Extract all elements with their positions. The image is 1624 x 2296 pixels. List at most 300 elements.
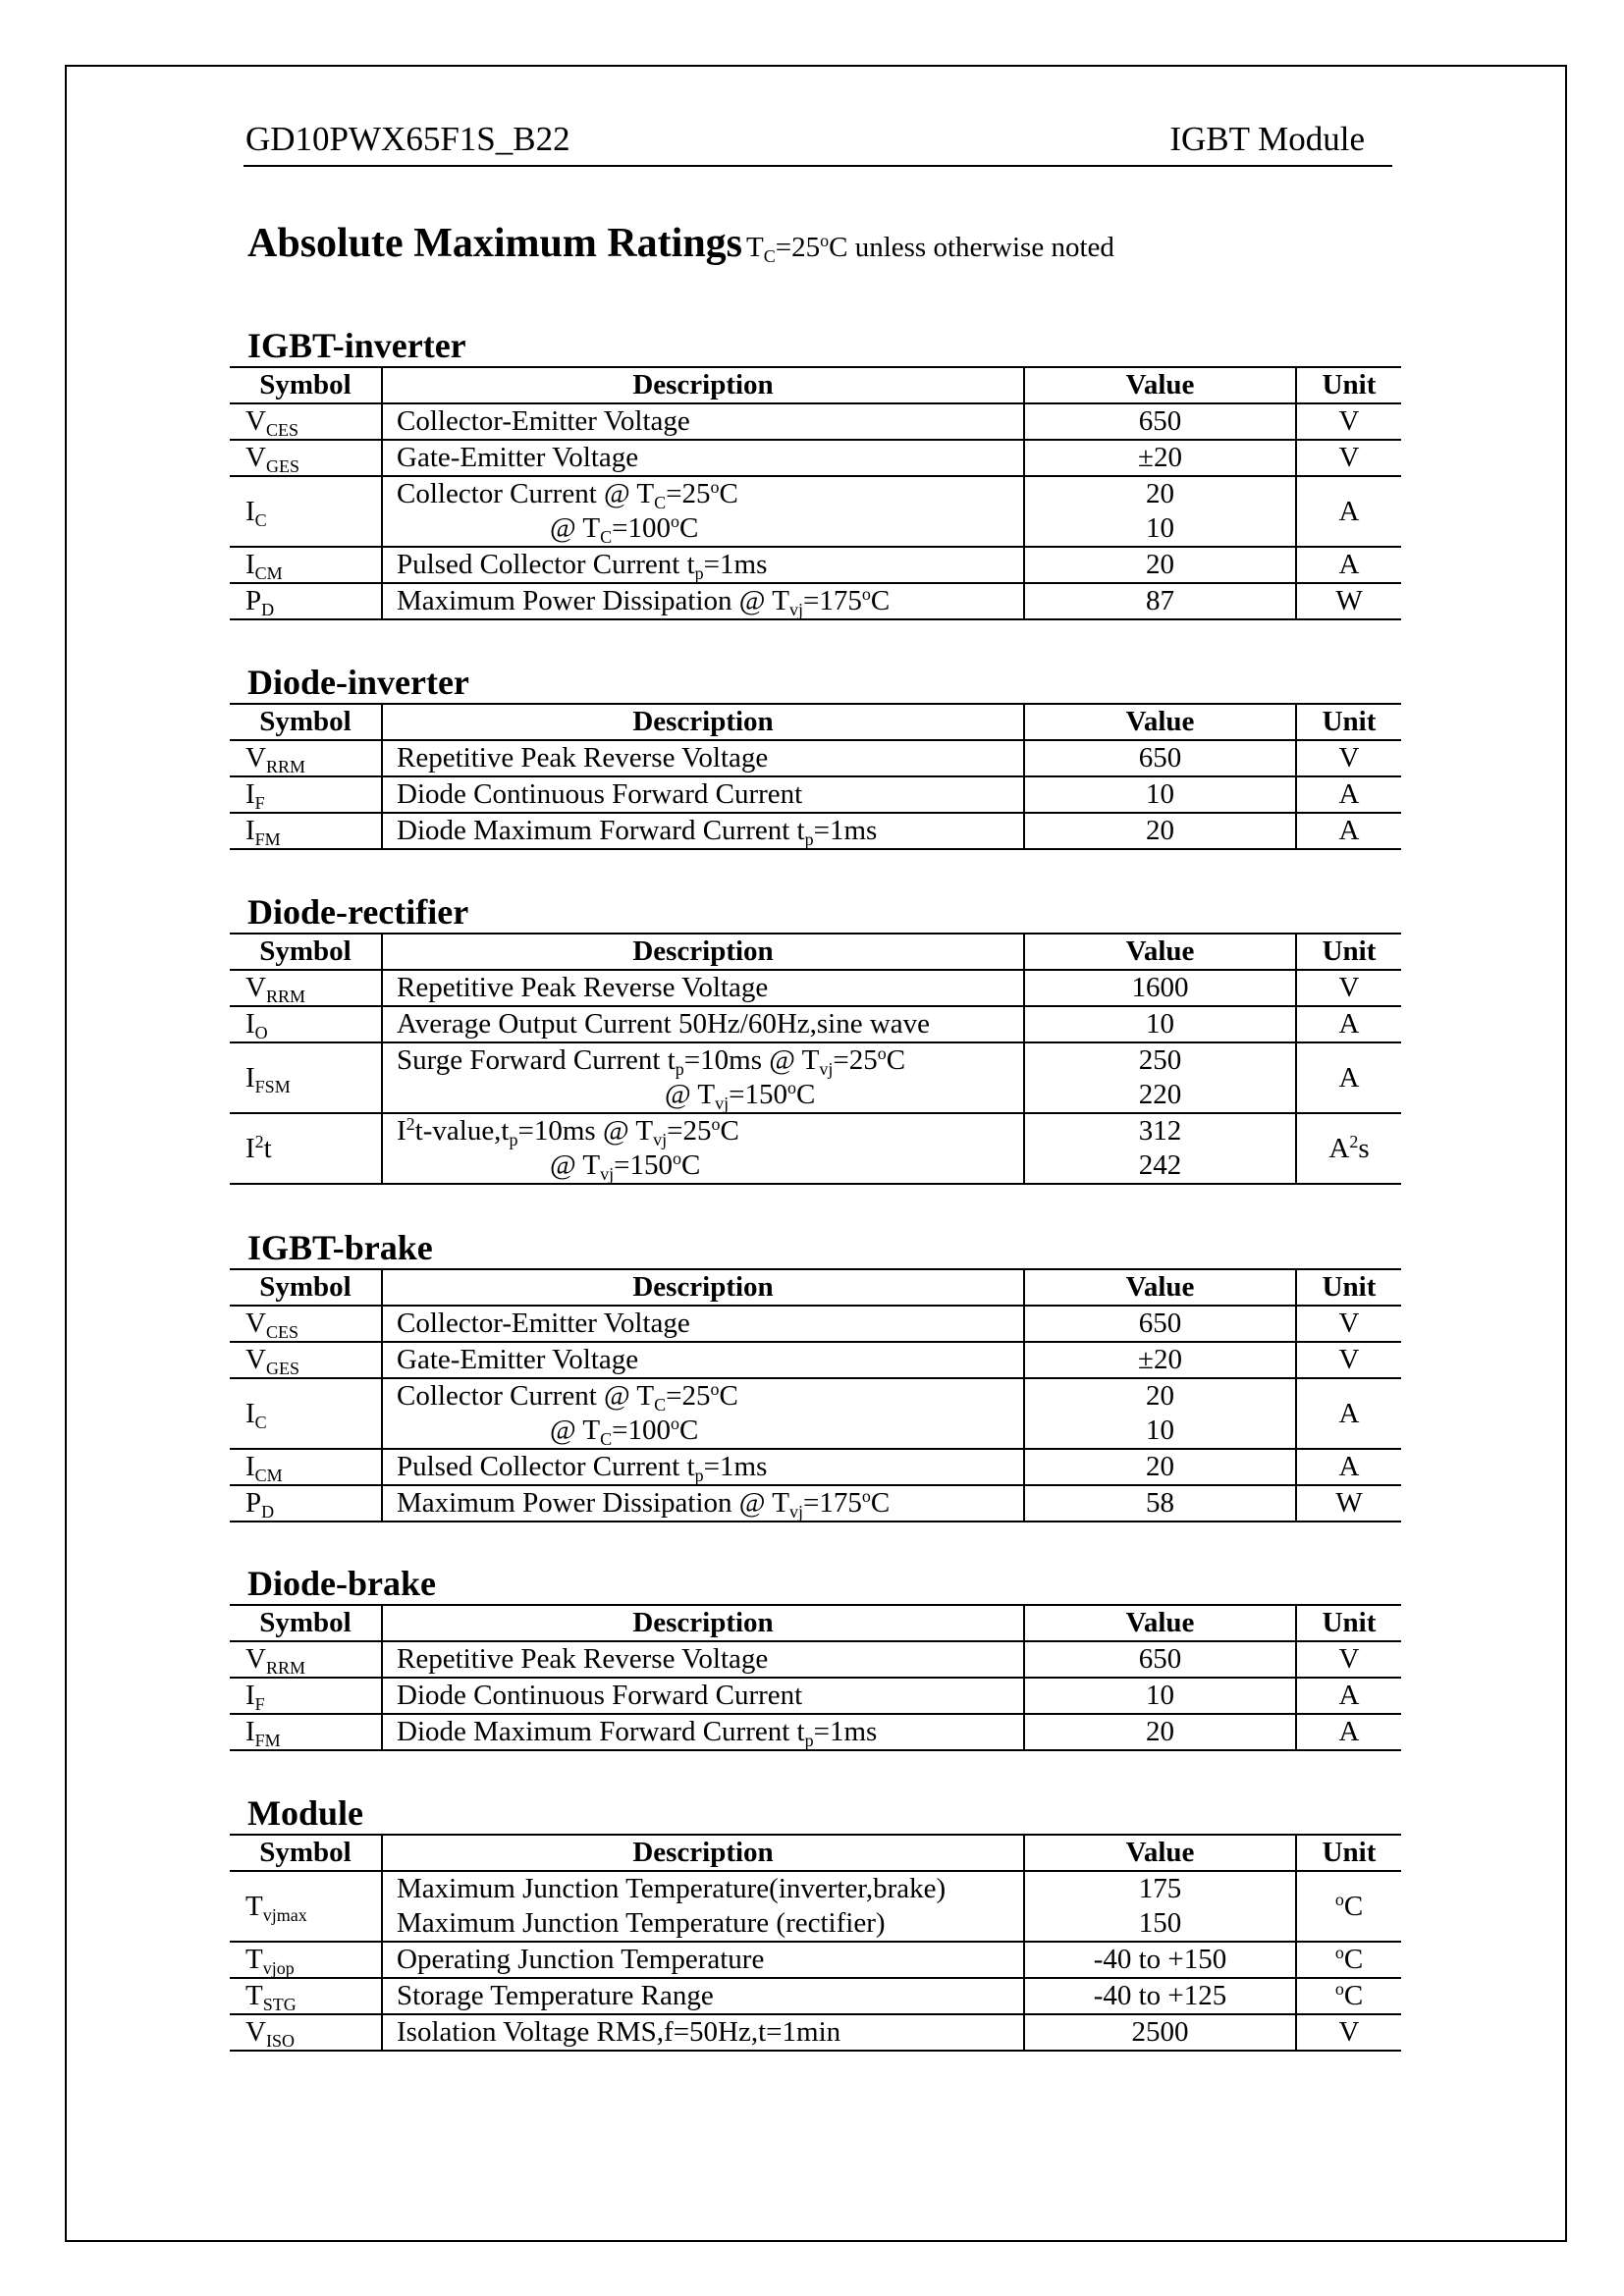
table-row: [230, 1342, 1401, 1378]
description-part: Collector Current @ T: [397, 478, 655, 509]
table-row: [230, 740, 1401, 776]
description-header: Description: [382, 934, 1024, 970]
table-row: [230, 583, 1401, 619]
description-part: C: [870, 585, 891, 616]
description-cell: [382, 2014, 1024, 2051]
page-title: [247, 216, 1114, 280]
unit-part: A: [1338, 495, 1360, 527]
table-row: [230, 476, 1401, 547]
description-cell: [382, 583, 1024, 619]
ratings-table: [230, 1604, 1401, 1751]
unit-part: A: [1338, 1716, 1360, 1747]
symbol-part: CM: [254, 563, 283, 583]
value-cell: [1024, 1978, 1296, 2014]
table-row: [230, 1042, 1401, 1113]
unit-cell: [1296, 1978, 1401, 2014]
description-part: C: [654, 493, 667, 512]
unit-part: V: [1338, 442, 1360, 473]
symbol-header: Symbol: [259, 706, 352, 737]
unit-part: A: [1338, 1451, 1360, 1482]
unit-part: V: [1338, 742, 1360, 774]
description-part: p: [694, 1466, 704, 1485]
value-line: 58: [1146, 1487, 1174, 1519]
unit-cell: [1296, 1678, 1401, 1714]
description-part: p: [804, 829, 814, 849]
table-row: [230, 813, 1401, 849]
description-part: Diode Maximum Forward Current t: [397, 1716, 805, 1747]
table-row: [230, 1714, 1401, 1750]
value-cell: [1024, 1342, 1296, 1378]
table-row: [230, 547, 1401, 583]
unit-cell: [1296, 1113, 1401, 1184]
description-part: vj: [788, 1502, 803, 1522]
description-part: Diode Maximum Forward Current t: [397, 815, 805, 846]
symbol-part: D: [261, 600, 275, 619]
unit-cell: [1296, 776, 1401, 813]
unit-cell: [1296, 1342, 1401, 1378]
description-part: =25: [667, 1115, 712, 1147]
description-cell: [382, 1006, 1024, 1042]
description-cell: [382, 970, 1024, 1006]
unit-part: V: [1338, 1643, 1360, 1675]
value-cell: [1024, 440, 1296, 476]
value-line: -40 to +125: [1093, 1980, 1227, 2011]
symbol-part: vjop: [262, 1958, 295, 1978]
description-part: 2: [406, 1114, 415, 1134]
value-cell: [1024, 547, 1296, 583]
description-header: Description: [382, 367, 1024, 403]
description-part: o: [877, 1043, 887, 1063]
description-cell: [382, 1306, 1024, 1342]
unit-cell: [1296, 2014, 1401, 2051]
description-part: Pulsed Collector Current t: [397, 549, 695, 580]
description-part: Repetitive Peak Reverse Voltage: [397, 1643, 769, 1675]
value-line: 20: [1146, 478, 1174, 509]
description-line: [397, 1872, 1023, 1906]
unit-header: Unit: [1296, 1605, 1401, 1641]
description-cell: [382, 547, 1024, 583]
description-part: C: [679, 512, 699, 544]
description-cell: [382, 740, 1024, 776]
description-line: [397, 511, 1023, 546]
description-line: [397, 1343, 1023, 1377]
unit-cell: [1296, 1641, 1401, 1678]
unit-part: C: [1343, 1980, 1364, 2011]
description-part: Collector-Emitter Voltage: [397, 405, 690, 437]
description-line: [397, 1943, 1023, 1977]
unit-part: A: [1328, 1132, 1350, 1164]
description-cell: [382, 1485, 1024, 1522]
value-cell: [1024, 2014, 1296, 2051]
table-row: [230, 2014, 1401, 2051]
value-line: 2500: [1131, 2016, 1189, 2048]
description-line: [397, 1307, 1023, 1341]
description-line: [397, 548, 1023, 582]
value-line: 150: [1138, 1907, 1182, 1939]
value-cell: [1024, 1006, 1296, 1042]
value-line: 20: [1146, 1380, 1174, 1412]
value-line: 10: [1146, 1680, 1174, 1711]
section-title: Diode-brake: [247, 1564, 436, 1603]
symbol-cell: [230, 1485, 382, 1522]
description-cell: [382, 813, 1024, 849]
value-header: Value: [1024, 1269, 1296, 1306]
table-row: [230, 970, 1401, 1006]
description-part: Repetitive Peak Reverse Voltage: [397, 742, 769, 774]
symbol-cell: [230, 476, 382, 547]
unit-part: A: [1338, 549, 1360, 580]
description-part: o: [861, 1486, 871, 1506]
description-line: [397, 441, 1023, 475]
unit-cell: [1296, 1006, 1401, 1042]
symbol-cell: [230, 813, 382, 849]
description-part: =10ms @ T: [683, 1044, 820, 1076]
section-title: Module: [247, 1793, 364, 1833]
symbol-part: FSM: [254, 1076, 291, 1096]
symbol-cell: [230, 2014, 382, 2051]
unit-part: V: [1338, 405, 1360, 437]
description-line: [397, 971, 1023, 1005]
description-line: [397, 1379, 1023, 1414]
description-part: Maximum Power Dissipation @ T: [397, 1487, 789, 1519]
value-header: Value: [1024, 704, 1296, 740]
symbol-part: CM: [254, 1466, 283, 1485]
value-line: 650: [1138, 1643, 1182, 1675]
description-part: Pulsed Collector Current t: [397, 1451, 695, 1482]
unit-cell: [1296, 583, 1401, 619]
description-part: Gate-Emitter Voltage: [397, 1344, 639, 1375]
description-part: C: [870, 1487, 891, 1519]
description-cell: [382, 1113, 1024, 1184]
symbol-cell: [230, 1042, 382, 1113]
ratings-table: [230, 933, 1401, 1185]
unit-part: W: [1335, 585, 1363, 616]
symbol-cell: [230, 776, 382, 813]
title-note-eq: =25: [775, 232, 821, 263]
symbol-part: CES: [265, 1322, 298, 1342]
symbol-part: V: [245, 972, 266, 1003]
description-line: [397, 1114, 1023, 1148]
description-part: C: [886, 1044, 906, 1076]
description-part: Collector-Emitter Voltage: [397, 1308, 690, 1339]
description-part: @ T: [550, 1415, 601, 1446]
value-cell: [1024, 1714, 1296, 1750]
symbol-cell: [230, 1714, 382, 1750]
description-line: [397, 2015, 1023, 2050]
description-line: [397, 1715, 1023, 1749]
symbol-part: GES: [265, 456, 299, 476]
symbol-part: P: [245, 1487, 262, 1519]
value-line: 1600: [1131, 972, 1189, 1003]
symbol-part: D: [261, 1502, 275, 1522]
description-part: C: [654, 1395, 667, 1415]
value-line: 10: [1146, 778, 1174, 810]
value-line: 10: [1146, 1008, 1174, 1040]
unit-cell: [1296, 1714, 1401, 1750]
description-part: p: [675, 1059, 684, 1079]
table-row: [230, 1978, 1401, 2014]
unit-part: C: [1343, 1890, 1364, 1922]
description-header: Description: [382, 704, 1024, 740]
description-cell: [382, 1641, 1024, 1678]
unit-part: A: [1338, 815, 1360, 846]
description-part: =1ms: [703, 549, 768, 580]
description-part: Storage Temperature Range: [397, 1980, 714, 2011]
unit-part: o: [1334, 1979, 1344, 1999]
table-row: [230, 1306, 1401, 1342]
section-title: Diode-rectifier: [247, 892, 469, 932]
value-cell: [1024, 1306, 1296, 1342]
description-cell: [382, 403, 1024, 440]
description-part: C: [600, 527, 613, 547]
symbol-part: CES: [265, 420, 298, 440]
unit-part: o: [1334, 1889, 1344, 1909]
symbol-part: I: [245, 1451, 255, 1482]
description-part: =150: [729, 1079, 788, 1110]
description-part: Maximum Junction Temperature(inverter,brake): [397, 1873, 947, 1904]
description-line: [397, 1078, 1023, 1112]
value-line: 20: [1146, 549, 1174, 580]
unit-part: V: [1338, 1308, 1360, 1339]
unit-part: W: [1335, 1487, 1363, 1519]
symbol-header: Symbol: [259, 1837, 352, 1868]
table-row: [230, 1378, 1401, 1449]
value-header: Value: [1024, 1835, 1296, 1871]
description-part: Maximum Power Dissipation @ T: [397, 585, 789, 616]
description-header: Description: [382, 1269, 1024, 1306]
unit-cell: [1296, 1042, 1401, 1113]
description-part: p: [804, 1731, 814, 1750]
symbol-header: Symbol: [259, 1607, 352, 1638]
description-part: =25: [833, 1044, 878, 1076]
description-line: [397, 1414, 1023, 1448]
unit-part: 2: [1349, 1131, 1359, 1151]
description-cell: [382, 776, 1024, 813]
value-line: 650: [1138, 405, 1182, 437]
symbol-cell: [230, 1342, 382, 1378]
symbol-part: V: [245, 1344, 266, 1375]
value-line: 87: [1146, 585, 1174, 616]
value-line: -40 to +150: [1093, 1944, 1227, 1975]
title-text: Absolute Maximum Ratings: [247, 221, 743, 266]
symbol-part: V: [245, 405, 266, 437]
value-line: 20: [1146, 1716, 1174, 1747]
description-line: [397, 404, 1023, 439]
description-part: Operating Junction Temperature: [397, 1944, 765, 1975]
description-part: o: [711, 1114, 721, 1134]
description-line: [397, 814, 1023, 848]
description-part: C: [681, 1149, 701, 1181]
symbol-part: I: [245, 815, 255, 846]
symbol-part: FM: [254, 1731, 281, 1750]
unit-part: V: [1338, 1344, 1360, 1375]
description-part: t-value,t: [414, 1115, 510, 1147]
unit-cell: [1296, 1449, 1401, 1485]
value-cell: [1024, 970, 1296, 1006]
symbol-cell: [230, 1641, 382, 1678]
description-line: [397, 584, 1023, 618]
symbol-part: t: [263, 1132, 272, 1164]
table-header-row: [230, 704, 1401, 740]
description-part: =10ms @ T: [517, 1115, 654, 1147]
unit-cell: [1296, 970, 1401, 1006]
unit-cell: [1296, 476, 1401, 547]
description-line: [397, 1979, 1023, 2013]
unit-header: Unit: [1296, 704, 1401, 740]
unit-cell: [1296, 1485, 1401, 1522]
value-cell: [1024, 1042, 1296, 1113]
value-cell: [1024, 1378, 1296, 1449]
symbol-part: C: [254, 509, 267, 530]
symbol-cell: [230, 547, 382, 583]
symbol-part: RRM: [265, 1658, 305, 1678]
description-cell: [382, 1942, 1024, 1978]
symbol-part: I: [245, 1008, 255, 1040]
symbol-part: I: [245, 778, 255, 810]
unit-cell: [1296, 403, 1401, 440]
table-header-row: [230, 1835, 1401, 1871]
description-part: vj: [715, 1094, 730, 1113]
symbol-part: O: [254, 1023, 268, 1042]
value-line: 650: [1138, 742, 1182, 774]
value-line: 650: [1138, 1308, 1182, 1339]
description-cell: [382, 1714, 1024, 1750]
unit-part: V: [1338, 2016, 1360, 2048]
symbol-cell: [230, 1942, 382, 1978]
value-cell: [1024, 776, 1296, 813]
value-line: 20: [1146, 815, 1174, 846]
description-line: [397, 1679, 1023, 1713]
symbol-part: I: [245, 495, 255, 527]
unit-cell: [1296, 1378, 1401, 1449]
description-part: @ T: [550, 512, 601, 544]
table-row: [230, 1942, 1401, 1978]
description-part: C: [720, 1115, 739, 1147]
value-line: 10: [1146, 512, 1174, 544]
value-line: 242: [1138, 1149, 1182, 1181]
description-line: [397, 1906, 1023, 1941]
description-part: =175: [802, 585, 862, 616]
description-line: [397, 477, 1023, 511]
symbol-part: C: [254, 1412, 267, 1432]
description-part: =100: [612, 1415, 672, 1446]
symbol-part: T: [245, 1980, 263, 2011]
description-part: p: [694, 563, 704, 583]
description-part: =25: [666, 478, 711, 509]
description-part: Average Output Current 50Hz/60Hz,sine wave: [397, 1008, 931, 1040]
description-cell: [382, 1871, 1024, 1942]
table-row: [230, 1641, 1401, 1678]
table-row: [230, 1006, 1401, 1042]
symbol-part: I: [245, 1061, 255, 1094]
unit-part: A: [1338, 1397, 1360, 1429]
title-note-deg: o: [820, 231, 830, 250]
description-header: Description: [382, 1835, 1024, 1871]
table-row: [230, 1678, 1401, 1714]
description-part: =150: [614, 1149, 674, 1181]
ratings-table: [230, 366, 1401, 620]
value-header: Value: [1024, 934, 1296, 970]
symbol-cell: [230, 1306, 382, 1342]
symbol-part: I: [245, 549, 255, 580]
symbol-part: T: [245, 1944, 263, 1975]
table-row: [230, 776, 1401, 813]
section-title: Diode-inverter: [247, 663, 469, 702]
description-part: o: [787, 1078, 797, 1097]
symbol-part: STG: [262, 1995, 297, 2014]
description-cell: [382, 1449, 1024, 1485]
title-note-sub: C: [763, 246, 776, 266]
value-cell: [1024, 1678, 1296, 1714]
section-title: IGBT-brake: [247, 1228, 433, 1267]
value-line: 10: [1146, 1415, 1174, 1446]
value-cell: [1024, 476, 1296, 547]
unit-part: V: [1338, 972, 1360, 1003]
value-line: ±20: [1138, 442, 1182, 473]
symbol-cell: [230, 440, 382, 476]
symbol-part: T: [245, 1890, 263, 1922]
unit-header: Unit: [1296, 367, 1401, 403]
description-part: Diode Continuous Forward Current: [397, 778, 803, 810]
value-cell: [1024, 1485, 1296, 1522]
description-part: vj: [600, 1164, 615, 1184]
value-line: ±20: [1138, 1344, 1182, 1375]
symbol-part: FM: [254, 829, 281, 849]
description-part: =25: [666, 1380, 711, 1412]
symbol-part: 2: [254, 1131, 264, 1151]
description-part: vj: [788, 600, 803, 619]
value-cell: [1024, 813, 1296, 849]
description-part: @ T: [550, 1149, 601, 1181]
page-header: [244, 116, 1392, 167]
table-header-row: [230, 367, 1401, 403]
description-part: =175: [802, 1487, 862, 1519]
description-part: =1ms: [813, 1716, 878, 1747]
description-line: [397, 1642, 1023, 1677]
description-part: o: [861, 584, 871, 604]
unit-part: A: [1338, 1008, 1360, 1040]
symbol-part: V: [245, 1308, 266, 1339]
description-line: [397, 1450, 1023, 1484]
part-number: GD10PWX65F1S_B22: [245, 120, 570, 158]
title-note-t: T: [746, 232, 764, 263]
title-note-rest: C unless otherwise noted: [829, 232, 1114, 263]
table-row: [230, 1485, 1401, 1522]
value-cell: [1024, 1641, 1296, 1678]
unit-part: A: [1338, 778, 1360, 810]
description-part: o: [671, 511, 680, 531]
table-row: [230, 440, 1401, 476]
description-line: [397, 1148, 1023, 1183]
description-cell: [382, 1978, 1024, 2014]
section-title: IGBT-inverter: [247, 326, 466, 365]
description-part: C: [600, 1429, 613, 1449]
symbol-cell: [230, 1113, 382, 1184]
value-line: 312: [1138, 1115, 1182, 1147]
symbol-part: I: [245, 1397, 255, 1429]
description-part: Repetitive Peak Reverse Voltage: [397, 972, 769, 1003]
description-cell: [382, 1678, 1024, 1714]
symbol-cell: [230, 1449, 382, 1485]
symbol-cell: [230, 1871, 382, 1942]
description-header: Description: [382, 1605, 1024, 1641]
value-cell: [1024, 1449, 1296, 1485]
unit-part: A: [1338, 1680, 1360, 1711]
value-cell: [1024, 583, 1296, 619]
description-part: o: [673, 1148, 682, 1168]
value-cell: [1024, 1942, 1296, 1978]
description-part: o: [710, 477, 720, 497]
